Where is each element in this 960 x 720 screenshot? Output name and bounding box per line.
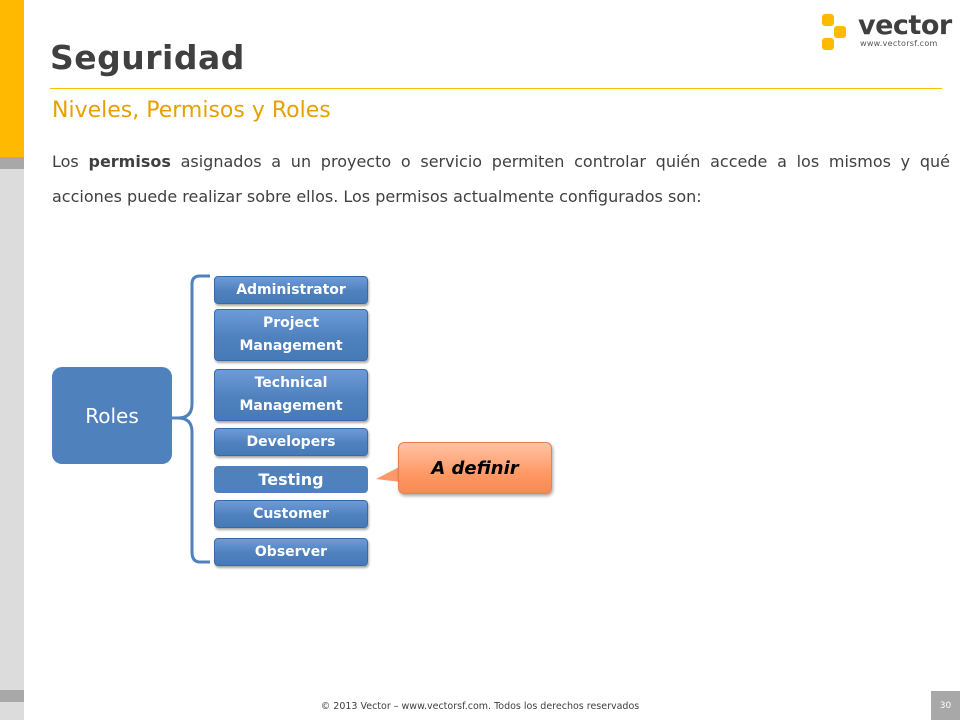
role-testing-label: Testing: [258, 470, 324, 489]
role-project-management: [214, 309, 368, 361]
accent-strip-top: [0, 0, 24, 157]
title-divider: [50, 88, 942, 89]
role-technical-management: [214, 369, 368, 421]
role-project-management-label: Project Management: [239, 315, 343, 354]
role-developers: [214, 428, 368, 456]
role-observer-label: Observer: [254, 543, 328, 560]
role-administrator: [214, 276, 368, 304]
page-number: [931, 691, 960, 720]
roles-bracket: [170, 270, 220, 570]
intro-text-start: Los: [52, 152, 89, 171]
callout-label: A definir: [431, 457, 519, 479]
logo-url: www.vectorsf.com: [860, 39, 938, 48]
intro-text-end: asignados a un proyecto o servicio permiten controlar quién accede a los mismos y qué acciones puede realizar sobre ellos. Los permisos actualmente configurados son:: [52, 152, 951, 206]
role-observer: [214, 538, 368, 566]
roles-root-label: Roles: [85, 403, 139, 428]
vector-logo-icon: [820, 12, 856, 52]
logo-name: vector: [858, 10, 952, 41]
page-title: Seguridad: [50, 38, 245, 77]
role-technical-management-label: Technical Management: [239, 375, 343, 414]
accent-strip-bottom: [0, 157, 24, 720]
strip-divider: [0, 157, 24, 169]
intro-paragraph: [52, 144, 950, 214]
page-number-label: 30: [939, 700, 952, 711]
role-developers-label: Developers: [246, 433, 336, 450]
section-subtitle: Niveles, Permisos y Roles: [52, 98, 331, 123]
role-customer: [214, 500, 368, 528]
vector-logo: [820, 10, 952, 54]
role-customer-label: Customer: [253, 505, 329, 522]
a-definir-callout: [398, 442, 552, 494]
footer-copyright: © 2013 Vector – www.vectorsf.com. Todos los derechos reservados: [320, 701, 640, 712]
role-administrator-label: Administrator: [236, 281, 346, 298]
role-testing: [214, 466, 368, 493]
roles-root-box: [52, 367, 172, 464]
intro-text-bold: permisos: [88, 152, 171, 171]
